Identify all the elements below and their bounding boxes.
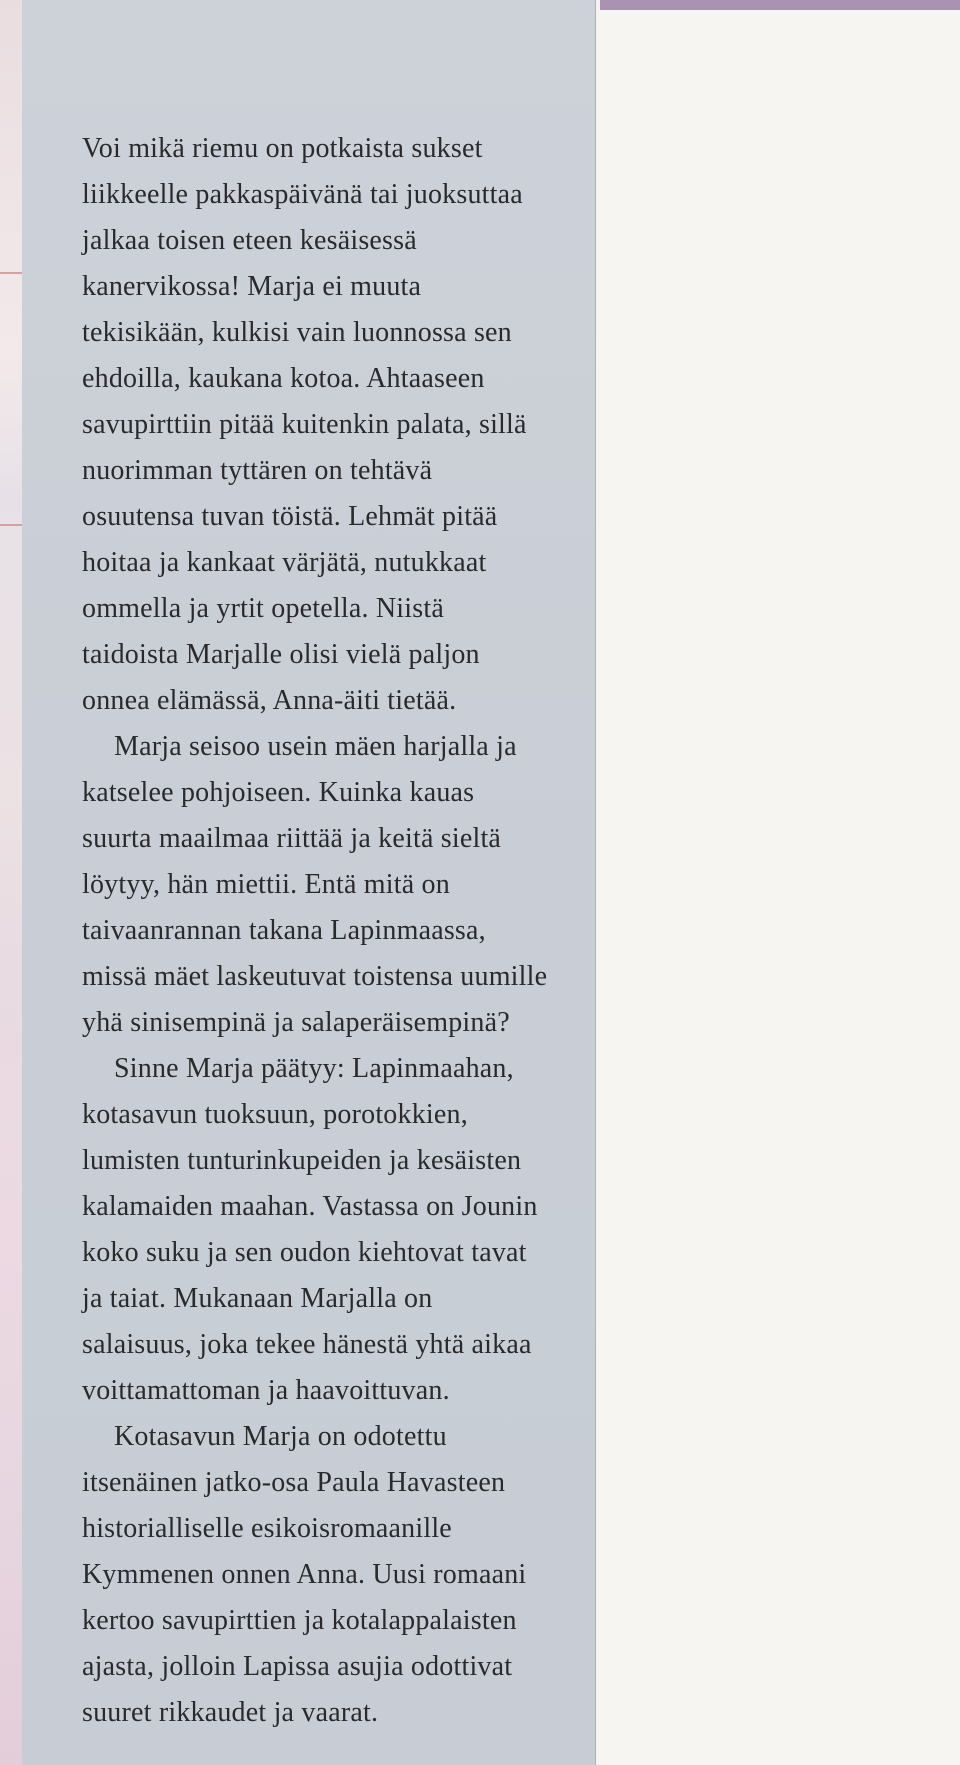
text-line: Kotasavun Marja on odotettu [114,1421,447,1452]
text-line: itsenäinen jatko-osa Paula Havasteen [82,1467,506,1498]
text-line: suurta maailmaa riittää ja keitä sieltä [82,823,502,854]
blank-endpaper [597,10,960,1765]
text-line: kanervikossa! Marja ei muuta [82,271,422,302]
edge-rule [0,524,22,526]
text-line: katselee pohjoiseen. Kuinka kauas [82,777,475,808]
text-line: historialliselle esikoisromaanille [82,1513,452,1544]
text-line: onnea elämässä, Anna-äiti tietää. [82,685,457,716]
text-line: lumisten tunturinkupeiden ja kesäisten [82,1145,522,1176]
text-line: kalamaiden maahan. Vastassa on Jounin [82,1191,538,1222]
blurb-paragraph [82,1046,596,1414]
cover-top-strip [600,0,960,10]
text-line: kertoo savupirttien ja kotalappalaisten [82,1605,517,1636]
blurb-paragraph [82,1414,596,1736]
blurb-text [82,126,596,1736]
text-line: tekisikään, kulkisi vain luonnossa sen [82,317,512,348]
text-line: Kymmenen onnen Anna. Uusi romaani [82,1559,527,1590]
text-line: suuret rikkaudet ja vaarat. [82,1697,379,1728]
blurb-panel [22,0,596,1765]
text-line: taivaanrannan takana Lapinmaassa, [82,915,486,946]
text-line: kotasavun tuoksuun, porotokkien, [82,1099,468,1130]
text-line: savupirttiin pitää kuitenkin palata, sillä [82,409,527,440]
text-line: liikkeelle pakkaspäivänä tai juoksuttaa [82,179,523,210]
text-line: missä mäet laskeutuvat toistensa uumille [82,961,548,992]
text-line: ja taiat. Mukanaan Marjalla on [82,1283,433,1314]
text-line: löytyy, hän miettii. Entä mitä on [82,869,450,900]
text-line: osuutensa tuvan töistä. Lehmät pitää [82,501,498,532]
text-line: koko suku ja sen oudon kiehtovat tavat [82,1237,527,1268]
text-line: Voi mikä riemu on potkaista sukset [82,133,483,164]
text-line: ehdoilla, kaukana kotoa. Ahtaaseen [82,363,485,394]
text-line: nuorimman tyttären on tehtävä [82,455,433,486]
text-line: jalkaa toisen eteen kesäisessä [82,225,417,256]
blurb-paragraph [82,126,596,724]
text-line: ajasta, jolloin Lapissa asujia odottivat [82,1651,513,1682]
text-line: salaisuus, joka tekee hänestä yhtä aikaa [82,1329,532,1360]
blurb-paragraph [82,724,596,1046]
text-line: yhä sinisempinä ja salaperäisempinä? [82,1007,510,1038]
text-line: voittamattoman ja haavoittuvan. [82,1375,450,1406]
text-line: Sinne Marja päätyy: Lapinmaahan, [114,1053,514,1084]
text-line: taidoista Marjalle olisi vielä paljon [82,639,480,670]
edge-rule [0,272,22,274]
text-line: hoitaa ja kankaat värjätä, nutukkaat [82,547,487,578]
adjacent-page-edge [0,0,22,1765]
text-line: ommella ja yrtit opetella. Niistä [82,593,444,624]
text-line: Marja seisoo usein mäen harjalla ja [114,731,517,762]
